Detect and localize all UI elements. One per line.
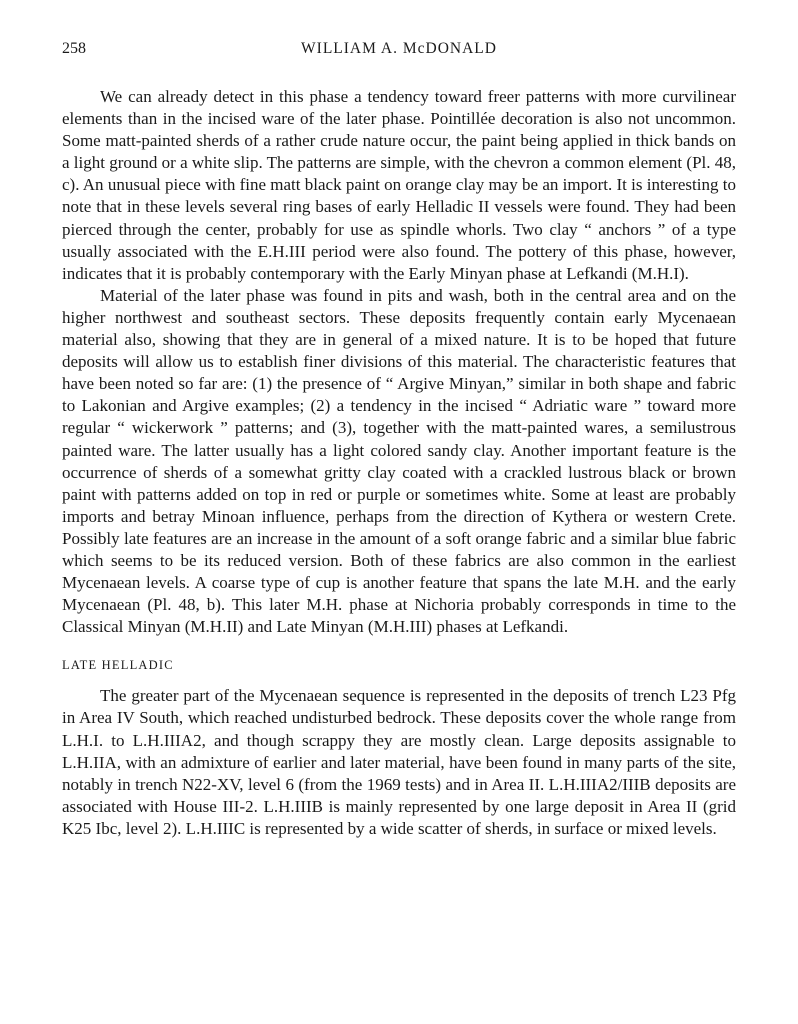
running-head xyxy=(62,40,736,66)
paragraph-early-phase: We can already detect in this phase a tendency toward freer patterns with more curvilinear elements than in the incised ware of the later phase. Pointillée decoration is also not uncommon. Some matt-painted sherds of a rather crude nature occur, the paint being applied in thick bands on a light ground or a white slip. The patterns are simple, with the chevron a common element (Pl. 48, c). An unusual piece with fine matt black paint on orange clay may be an import. It is interesting to note that in these levels several ring bases of early Helladic II vessels were found. They had been pierced through the center, probably for use as spindle whorls. Two clay “ anchors ” of a type usually associated with the E.H.III period were also found. The pottery of this phase, however, indicates that it is probably contemporary with the Early Minyan phase at Lefkandi (M.H.I). xyxy=(62,87,736,283)
page-number: 258 xyxy=(62,40,86,57)
running-title-author: WILLIAM A. McDONALD xyxy=(301,40,497,57)
section-heading-late-helladic: LATE HELLADIC xyxy=(62,658,174,673)
paragraph-later-phase: Material of the later phase was found in pits and wash, both in the central area and on the higher northwest and southeast sectors. These deposits frequently contain early Mycenaean material also, showing that they are in general of a mixed nature. It is to be hoped that future deposits will allow us to establish finer divisions of this material. The characteristic features that have been noted so far are: (1) the presence of “ Argive Minyan,” similar in both shape and fabric to Lakonian and Argive examples; (2) a tendency in the incised “ Adriatic ware ” toward more regular “ wickerwork ” patterns; and (3), together with the matt-painted wares, a semilustrous painted ware. The latter usually has a light colored sandy clay. Another important feature is the occurrence of sherds of a somewhat gritty clay coated with a crackled lustrous black or brown paint with patterns added on top in red or purple or sometimes white. Some at least are probably imports and betray Minoan influence, perhaps from the direction of Kythera or western Crete. Possibly late features are an increase in the amount of a soft orange fabric and a similar blue fabric which seems to be its reduced version. Both of these fabrics are also common in the earliest Mycenaean levels. A coarse type of cup is another feature that spans the late M.H. and the early Mycenaean (Pl. 48, b). This later M.H. phase at Nichoria probably corresponds in time to the Classical Minyan (M.H.II) and Late Minyan (M.H.III) phases at Lefkandi. xyxy=(62,285,736,637)
body-text xyxy=(62,86,736,840)
page xyxy=(62,40,736,840)
paragraph-late-helladic: The greater part of the Mycenaean sequence is represented in the deposits of trench L23 Pfg in Area IV South, which reached undisturbed bedrock. These deposits cover the whole range from L.H.I. to L.H.IIIA2, and though scrappy they are mostly clean. Large deposits assignable to L.H.IIA, with an admixture of earlier and later material, have been found in many parts of the site, notably in trench N22-XV, level 6 (from the 1969 tests) and in Area II. L.H.IIIA2/IIIB deposits are associated with House III-2. L.H.IIIB is mainly represented by one large deposit in Area II (grid K25 Ibc, level 2). L.H.IIIC is represented by a wide scatter of sherds, in surface or mixed levels. xyxy=(62,686,736,838)
